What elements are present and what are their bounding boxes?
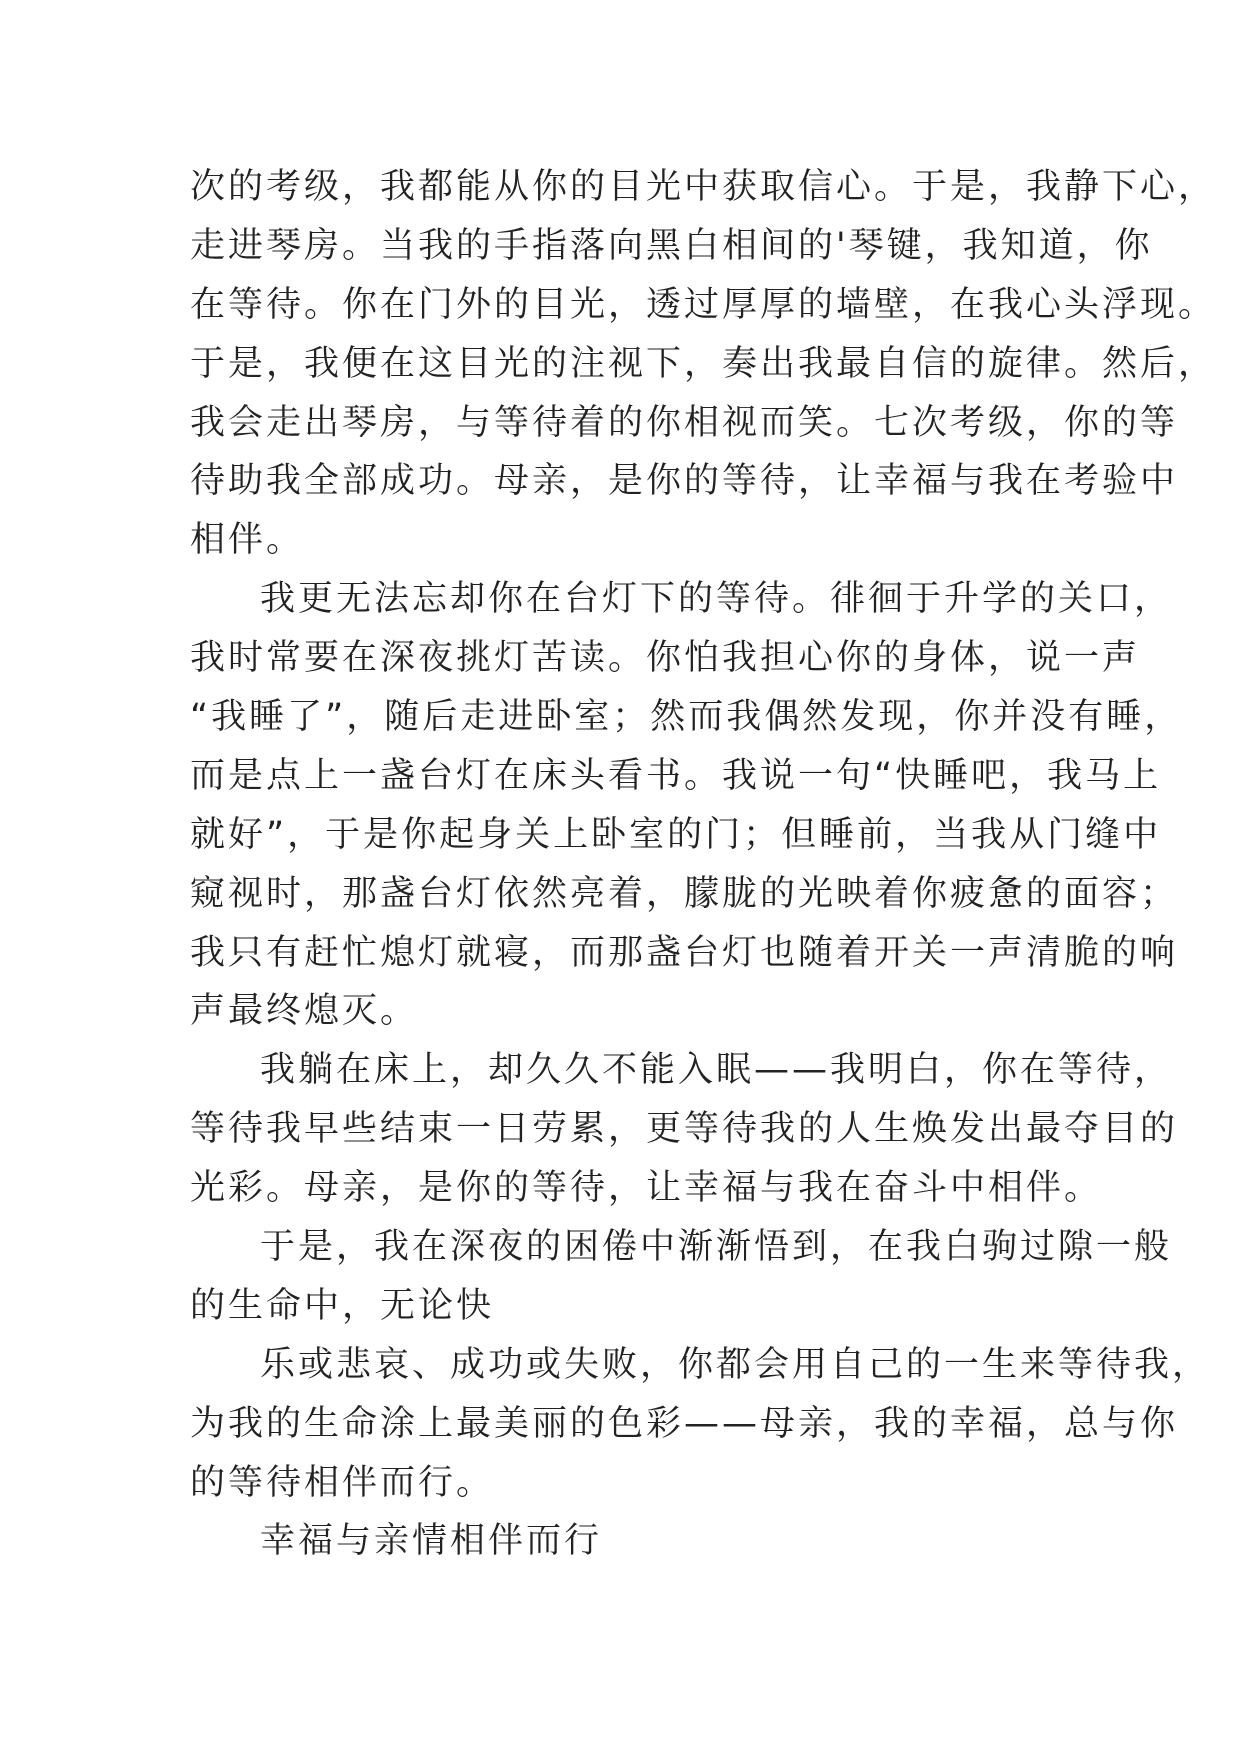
text-line: 待助我全部成功。母亲，是你的等待，让幸福与我在考验中 xyxy=(190,461,1179,502)
text-line: 我时常要在深夜挑灯苦读。你怕我担心你的身体，说一声 xyxy=(190,638,1141,679)
essay-body xyxy=(190,158,1217,1571)
text-line: 我躺在床上，却久久不能入眠——我明白，你在等待， xyxy=(260,1050,1173,1091)
text-line: 的生命中，无论快 xyxy=(190,1285,495,1326)
text-line: 于是，我便在这目光的注视下，奏出我最自信的旋律。然后， xyxy=(190,343,1217,384)
text-line: 我更无法忘却你在台灯下的等待。徘徊于升学的关口， xyxy=(260,579,1173,620)
text-line: 就好”，于是你起身关上卧室的门；但睡前，当我从门缝中 xyxy=(190,814,1162,855)
text-line: 乐或悲哀、成功或失败，你都会用自己的一生来等待我， xyxy=(260,1344,1211,1385)
text-line: 窥视时，那盏台灯依然亮着，朦胧的光映着你疲惫的面容； xyxy=(190,873,1179,914)
text-line: 我只有赶忙熄灯就寝，而那盏台灯也随着开关一声清脆的响 xyxy=(190,932,1179,973)
text-line: 而是点上一盏台灯在床头看书。我说一句“快睡吧，我马上 xyxy=(190,755,1162,796)
text-line: 的等待相伴而行。 xyxy=(190,1462,495,1503)
text-line: 于是，我在深夜的困倦中渐渐悟到，在我白驹过隙一般 xyxy=(260,1227,1173,1268)
text-line: “我睡了”，随后走进卧室；然而我偶然发现，你并没有睡， xyxy=(190,697,1183,738)
text-line: 我会走出琴房，与等待着的你相视而笑。七次考级，你的等 xyxy=(190,402,1179,443)
text-line: 为我的生命涂上最美丽的色彩——母亲，我的幸福，总与你 xyxy=(190,1403,1179,1444)
text-line: 等待我早些结束一日劳累，更等待我的人生焕发出最夺目的 xyxy=(190,1109,1179,1150)
text-line: 在等待。你在门外的目光，透过厚厚的墙壁，在我心头浮现。 xyxy=(190,284,1217,325)
text-line: 声最终熄灭。 xyxy=(190,991,419,1032)
text-line: 光彩。母亲，是你的等待，让幸福与我在奋斗中相伴。 xyxy=(190,1168,1103,1209)
text-line: 走进琴房。当我的手指落向黑白相间的'琴键，我知道，你 xyxy=(190,225,1153,266)
text-line: 次的考级，我都能从你的目光中获取信心。于是，我静下心， xyxy=(190,167,1217,207)
text-line: 幸福与亲情相伴而行 xyxy=(260,1521,603,1562)
text-line: 相伴。 xyxy=(190,520,305,561)
